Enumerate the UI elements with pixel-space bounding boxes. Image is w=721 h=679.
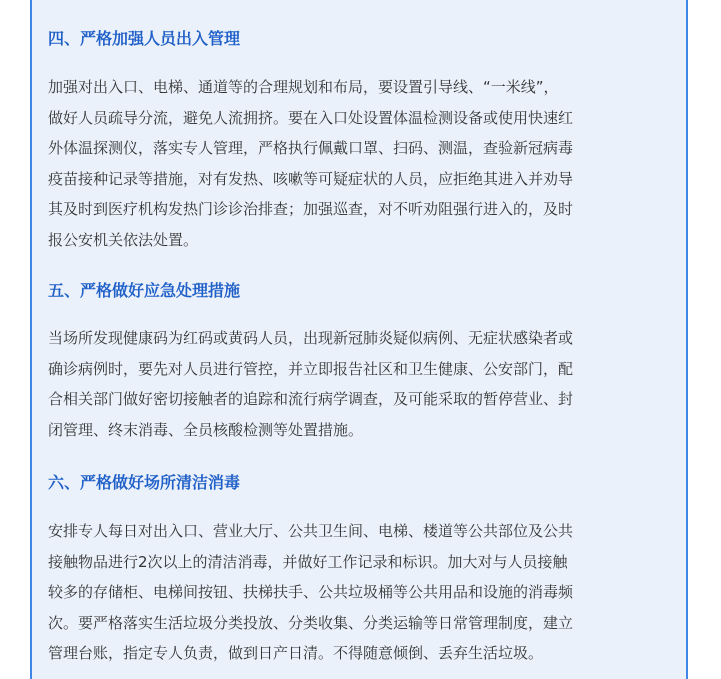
paragraph-line: 安排专人每日对出入口、营业大厅、公共卫生间、电梯、楼道等公共部位及公共 (48, 522, 574, 540)
paragraph-line: 管理台账，指定专人负责，做到日产日清。不得随意倾倒、丢弃生活垃圾。 (48, 644, 544, 663)
section-paragraph-5 (48, 323, 573, 445)
section-paragraph-4 (48, 72, 573, 256)
paragraph-line: 确诊病例时，要先对人员进行管控，并立即报告社区和卫生健康、公安部门，配 (48, 359, 574, 378)
paragraph-line: 其及时到医疗机构发热门诊诊治排查；加强巡查，对不听劝阻强行进入的，及时 (48, 200, 574, 219)
section-heading-5: 五、严格做好应急处理措施 (48, 281, 241, 300)
paragraph-line: 较多的存储柜、电梯间按钮、扶梯扶手、公共垃圾桶等公共用品和设施的消毒频 (48, 583, 574, 602)
section-paragraph-6 (48, 516, 573, 669)
paragraph-line: 次。要严格落实生活垃圾分类投放、分类收集、分类运输等日常管理制度，建立 (48, 613, 574, 632)
article-frame (30, 0, 688, 679)
section-heading-4: 四、严格加强人员出入管理 (48, 29, 241, 48)
paragraph-line: 接触物品进行2次以上的清洁消毒，并做好工作记录和标识。加大对与人员接触 (48, 552, 568, 571)
paragraph-line: 外体温探测仪，落实专人管理，严格执行佩戴口罩、扫码、测温，查验新冠病毒 (48, 139, 574, 158)
paragraph-line: 当场所发现健康码为红码或黄码人员，出现新冠肺炎疑似病例、无症状感染者或 (48, 329, 574, 347)
paragraph-line: 疫苗接种记录等措施，对有发热、咳嗽等可疑症状的人员，应拒绝其进入并劝导 (48, 169, 574, 188)
paragraph-line: 合相关部门做好密切接触者的追踪和流行病学调查，及可能采取的暂停营业、封 (48, 390, 574, 409)
paragraph-line: 闭管理、终末消毒、全员核酸检测等处置措施。 (48, 420, 364, 439)
paragraph-line: 报公安机关依法处置。 (48, 230, 199, 249)
section-heading-6: 六、严格做好场所清洁消毒 (48, 473, 241, 492)
paragraph-line: 加强对出入口、电梯、通道等的合理规划和布局，要设置引导线、“一米线”， (48, 78, 559, 96)
paragraph-line: 做好人员疏导分流，避免人流拥挤。要在入口处设置体温检测设备或使用快速红 (48, 108, 574, 127)
